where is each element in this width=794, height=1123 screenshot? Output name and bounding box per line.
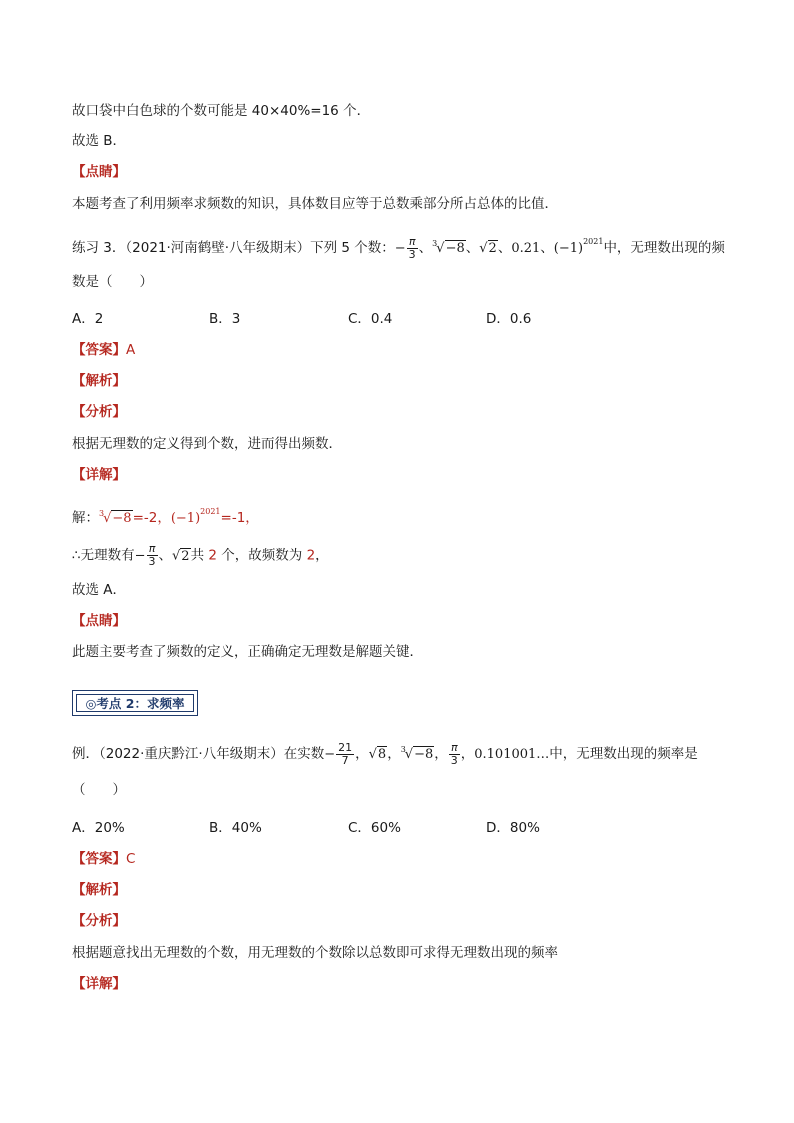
example-option-b: B．40% xyxy=(209,820,262,836)
exercise3-source: （2021·河南鹤壁·八年级期末） xyxy=(125,240,311,256)
example-detail-tag: 【详解】 xyxy=(72,976,126,992)
example-option-c: C．60% xyxy=(348,820,401,836)
prev-result-line: 故口袋中白色球的个数可能是 40×40%=16 个． xyxy=(72,103,371,119)
example-fenxi-tag: 【分析】 xyxy=(72,913,126,929)
cube-root-neg8: $^3$√−8 xyxy=(432,239,465,256)
exercise3-fenxi-text: 根据无理数的定义得到个数，进而得出频数． xyxy=(72,436,342,452)
section-heading: ◎考点 2：求频率 xyxy=(76,694,194,712)
exercise3-answer: 【答案】A xyxy=(72,342,136,358)
exercise3-question-line2: 数是（ ） xyxy=(72,274,153,290)
example-fenxi-text: 根据题意找出无理数的个数，用无理数的个数除以总数即可求得无理数出现的频率 xyxy=(72,945,558,961)
exercise3-option-a: A．2 xyxy=(72,311,104,327)
example-question-line1: 例．（2022·重庆黔江·八年级期末）在实数− $\frac{21}{7}$ ，√8，$^3$√−8， $\frac{\pi}{3}$ ，0.101001…中，无理数出现的频率是 xyxy=(72,740,698,767)
exercise3-option-b: B．3 xyxy=(209,311,241,327)
example-analysis-tag: 【解析】 xyxy=(72,882,126,898)
power-neg1-2021: $(-1)^{2021}$ xyxy=(553,237,604,256)
fraction-pi-over-3: $\frac{\pi}{3}$ xyxy=(408,234,416,261)
fraction-pi-over-3: $\frac{\pi}{3}$ xyxy=(148,542,156,568)
exercise3-fenxi-tag: 【分析】 xyxy=(72,404,126,420)
example-option-a: A．20% xyxy=(72,820,125,836)
exercise3-therefore-line: ∴无理数有− $\frac{\pi}{3}$ 、√2共 2 个，故频数为 2， xyxy=(72,542,329,568)
sqrt-2: √2 xyxy=(479,241,497,256)
exercise3-option-c: C．0.4 xyxy=(348,311,393,327)
exercise3-solution-line: 解：$^3$√−8=-2，$(-1)^{2021}=-1$， xyxy=(72,507,259,526)
exercise3-question-line1: 练习 3．（2021·河南鹤壁·八年级期末）下列 5 个数：− $\frac{\pi}{3}$ 、$^3$√−8、√2、0.21、$(-1)^{2021}$中，无理数出现的频 xyxy=(72,234,725,261)
sqrt-8: √8 xyxy=(368,747,387,762)
exercise3-detail-tag: 【详解】 xyxy=(72,467,126,483)
section-heading-box xyxy=(72,690,198,716)
exercise3-option-d: D．0.6 xyxy=(486,311,532,327)
prev-comment-tag: 【点睛】 xyxy=(72,164,126,180)
fraction-pi-over-3: $\frac{\pi}{3}$ xyxy=(450,740,458,767)
exercise3-analysis-tag: 【解析】 xyxy=(72,373,126,389)
example-option-d: D．80% xyxy=(486,820,540,836)
cube-root-neg8: $^3$√−8 xyxy=(400,745,434,762)
example-source: （2022·重庆黔江·八年级期末） xyxy=(99,746,284,762)
exercise3-choose: 故选 A． xyxy=(72,582,127,598)
prev-choose-line: 故选 B． xyxy=(72,133,127,149)
example-prefix: 例． xyxy=(72,746,99,762)
exercise3-comment-text: 此题主要考查了频数的定义，正确确定无理数是解题关键． xyxy=(72,644,423,660)
example-answer: 【答案】C xyxy=(72,851,136,867)
fraction-21-over-7: $\frac{21}{7}$ xyxy=(338,740,353,767)
example-question-line2: （ ） xyxy=(72,782,126,798)
prev-comment-text: 本题考查了利用频率求频数的知识，具体数目应等于总数乘部分所占总体的比值． xyxy=(72,196,558,212)
exercise3-comment-tag: 【点睛】 xyxy=(72,613,126,629)
exercise3-prefix: 练习 3． xyxy=(72,240,126,256)
